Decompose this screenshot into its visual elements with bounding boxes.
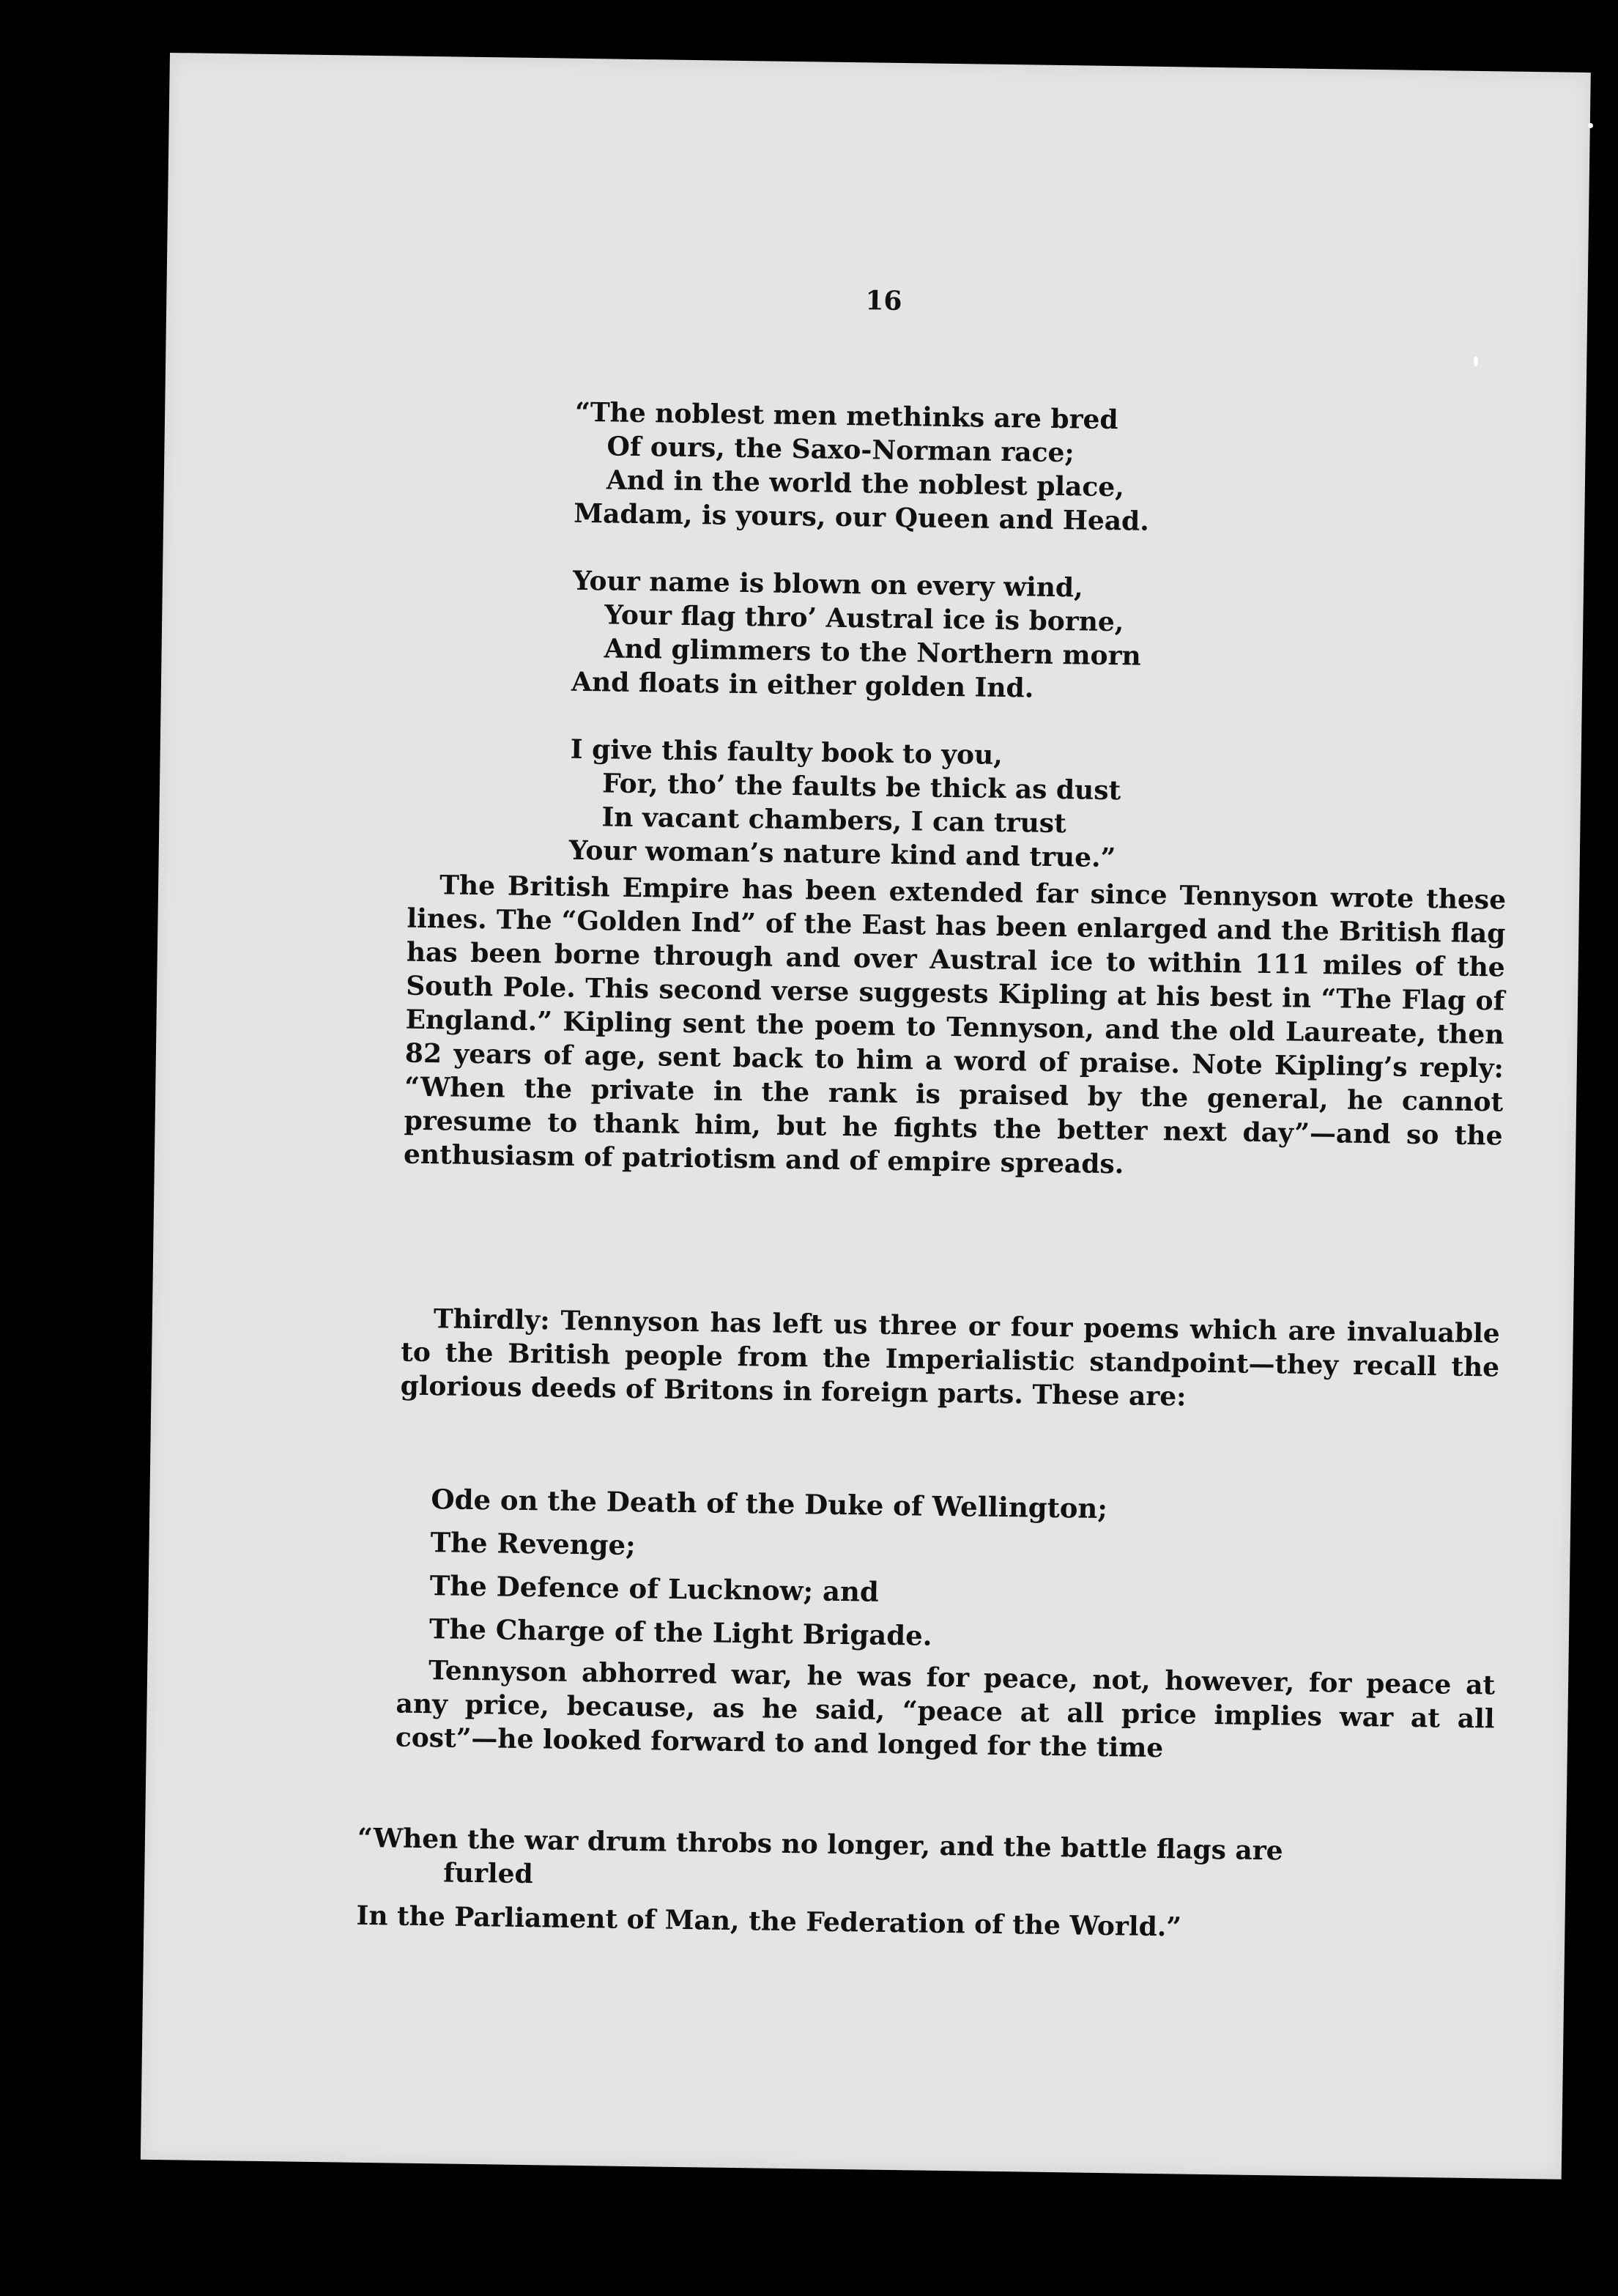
document-page <box>141 53 1591 2180</box>
quote-line: In the Parliament of Man, the Federation of the World.” <box>356 1900 1182 1943</box>
poem-line: Your name is blown on every wind, <box>572 565 1083 604</box>
poems-list-item: Ode on the Death of the Duke of Wellington; <box>431 1483 1108 1525</box>
poem-line: Of ours, the Saxo-Norman race; <box>606 431 1075 469</box>
poems-list-item: The Revenge; <box>430 1526 637 1562</box>
poem-stanza-2 <box>571 564 1143 707</box>
paragraph-text: Thirdly: Tennyson has left us three or four poems which are invaluable to the British people from the Imperialistic standpoint—they recall the glorious deeds of Britons in foreign parts. These are: <box>400 1303 1501 1412</box>
poems-list <box>429 1478 1108 1660</box>
poem-line: In vacant chambers, I can trust <box>601 801 1066 840</box>
scan-speck <box>1588 123 1593 128</box>
paragraph-thirdly <box>400 1302 1500 1418</box>
poem-line: And in the world the noblest place, <box>606 464 1125 503</box>
poem-line: Madam, is yours, our Queen and Head. <box>573 497 1150 537</box>
poem-stanza-1 <box>574 396 1151 538</box>
quote-line-continuation: furled <box>443 1857 534 1890</box>
quote-line: “When the war drum throbs no longer, and the battle flags are <box>357 1822 1283 1867</box>
poem-line: And floats in either golden Ind. <box>571 666 1034 704</box>
poem-line: And glimmers to the Northern morn <box>604 633 1142 672</box>
poem-line: For, tho’ the faults be thick as dust <box>601 768 1121 807</box>
poem-line: “The noblest men methinks are bred <box>574 396 1118 436</box>
scan-speck <box>1474 356 1478 366</box>
poem-line: Your woman’s nature kind and true.” <box>568 834 1116 874</box>
paragraph-text: The British Empire has been extended far since Tennyson wrote these lines. The “Golden Ind” of the East has been enlarged and the British flag has been borne through and over Austral ice to within 111 miles of the South Pole. This second verse suggests Kipling at his best in “The Flag of England.” Kipling sent the poem to Tennyson, and the old Laureate, then 82 years of age, sent back to him a word of praise. Note Kipling’s reply: “When the private in the rank is praised by the general, he cannot presume to thank him, but he fights the better next day”—and so the enthusiasm of patriotism and of empire spreads. <box>403 870 1507 1180</box>
poems-list-item: The Charge of the Light Brigade. <box>428 1612 932 1652</box>
closing-quote <box>356 1821 1283 1946</box>
poem-stanza-3 <box>569 733 1122 875</box>
poem-line: Your flag thro’ Austral ice is borne, <box>604 599 1124 638</box>
poem-line: I give this faulty book to you, <box>570 733 1003 771</box>
paragraph-empire <box>404 868 1507 1187</box>
paragraph-text: Tennyson abhorred war, he was for peace, not, however, for peace at any price, because, as he said, “peace at all price implies war at all cost”—he looked forward to and longed for the time <box>395 1655 1496 1764</box>
paragraph-peace <box>396 1654 1496 1770</box>
page-number: 16 <box>865 285 902 316</box>
poems-list-item: The Defence of Lucknow; and <box>429 1569 880 1608</box>
